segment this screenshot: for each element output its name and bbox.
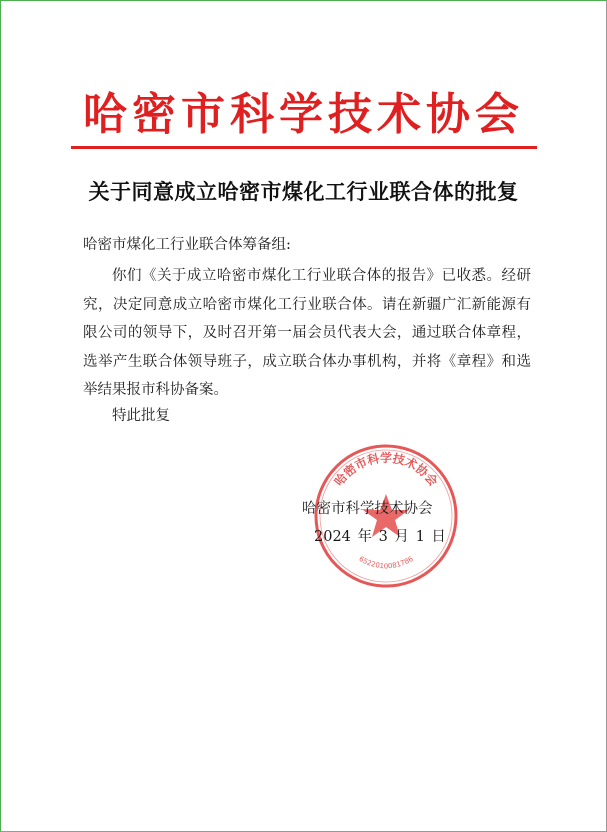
letterhead-rule (71, 146, 537, 149)
closing-line: 特此批复 (112, 408, 170, 424)
signature-date: 2024 年 3 月 1 日 (314, 529, 446, 545)
svg-text:6522010081786 (357, 555, 415, 571)
salutation: 哈密市煤化工行业联合体筹备组: (83, 237, 291, 253)
document-title: 关于同意成立哈密市煤化工行业联合体的批复 (88, 179, 519, 204)
signature-organization: 哈密市科学技术协会 (302, 501, 433, 517)
seal-code: 6522010081786 (357, 554, 415, 571)
svg-text:哈密市科学技术协会 (331, 450, 441, 489)
seal-ring-text: 哈密市科学技术协会 (331, 451, 441, 489)
letterhead-title: 哈密市科学技术协会 (83, 89, 524, 140)
body-paragraph: 你们《关于成立哈密市煤化工行业联合体的报告》已收悉。经研究，决定同意成立哈密市煤化工行业联合体。请在新疆广汇新能源有限公司的领导下，及时召开第一届会员代表大会，通过联合体章程，选举产生联合体领导班子，成立联合体办事机构，并将《章程》和选举结果报市科协备案。 (83, 268, 531, 398)
